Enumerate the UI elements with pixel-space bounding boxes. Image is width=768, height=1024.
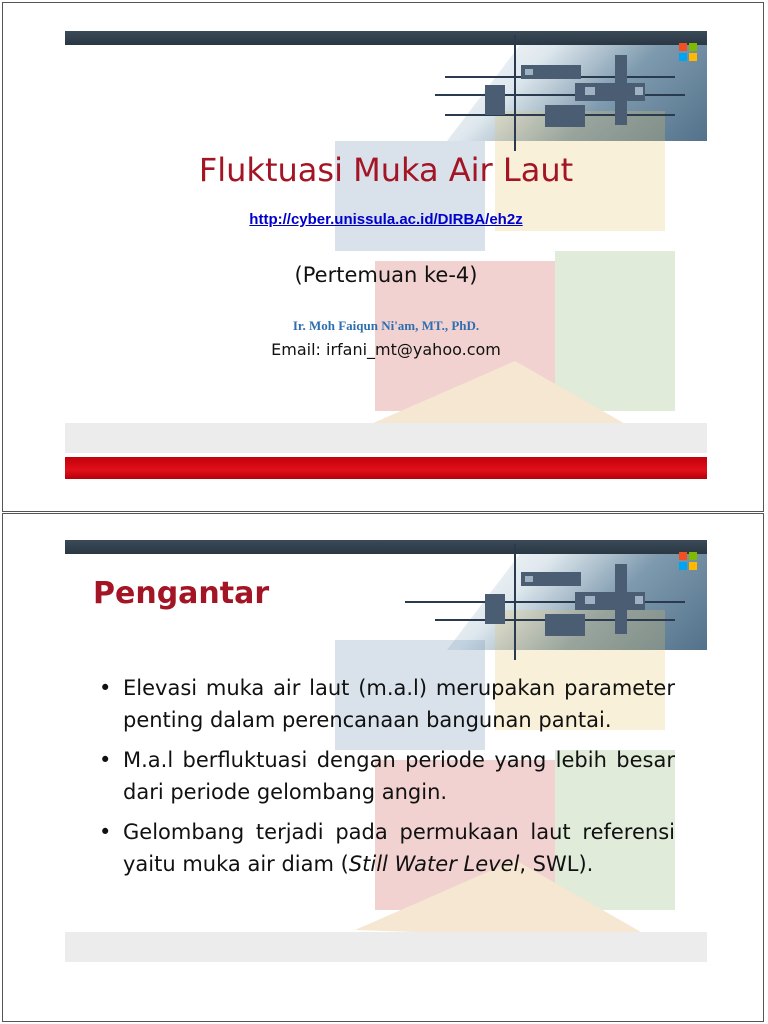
- bullet-text-part: Gelombang terjadi pada permukaan laut referensi yaitu muka air diam (: [123, 820, 675, 876]
- bullet-text: Elevasi muka air laut (m.a.l) merupakan parameter penting dalam perencanaan bangunan pantai.: [123, 676, 675, 732]
- bullet-item: [99, 816, 675, 880]
- meeting-number: (Pertemuan ke-4): [294, 263, 478, 287]
- footer-grey-band: [65, 423, 707, 453]
- bullet-icon: •: [99, 748, 112, 772]
- windows-logo-icon: [679, 43, 697, 61]
- author-name: Ir. Moh Faiqun Ni'am, MT., PhD.: [292, 318, 480, 333]
- bullet-icon: •: [99, 820, 112, 844]
- bullet-italic-term: Still Water Level: [348, 852, 520, 876]
- bullet-item: [99, 744, 675, 808]
- space-station-icon: [425, 35, 695, 151]
- bullet-text: M.a.l berfluktuasi dengan periode yang lebih besar dari periode gelombang angin.: [123, 748, 675, 804]
- space-station-icon: [405, 544, 695, 660]
- windows-logo-icon: [679, 552, 697, 570]
- bullet-text: [123, 820, 675, 876]
- footer-red-bar: [65, 457, 707, 479]
- author-email: Email: irfani_mt@yahoo.com: [271, 340, 501, 359]
- bullet-list: [99, 672, 675, 888]
- title-slide: [65, 31, 707, 487]
- slide-page-1: [2, 2, 764, 512]
- bullet-icon: •: [99, 676, 112, 700]
- bullet-item: [99, 672, 675, 736]
- slide-title: Pengantar: [93, 576, 270, 611]
- footer-grey-band: [65, 932, 707, 962]
- course-link[interactable]: http://cyber.unissula.ac.id/DIRBA/eh2z: [249, 211, 523, 228]
- slide-page-2: [2, 513, 764, 1022]
- bullet-text-part: , SWL).: [519, 852, 594, 876]
- slide-title: Fluktuasi Muka Air Laut: [198, 151, 574, 189]
- content-slide: [65, 540, 707, 976]
